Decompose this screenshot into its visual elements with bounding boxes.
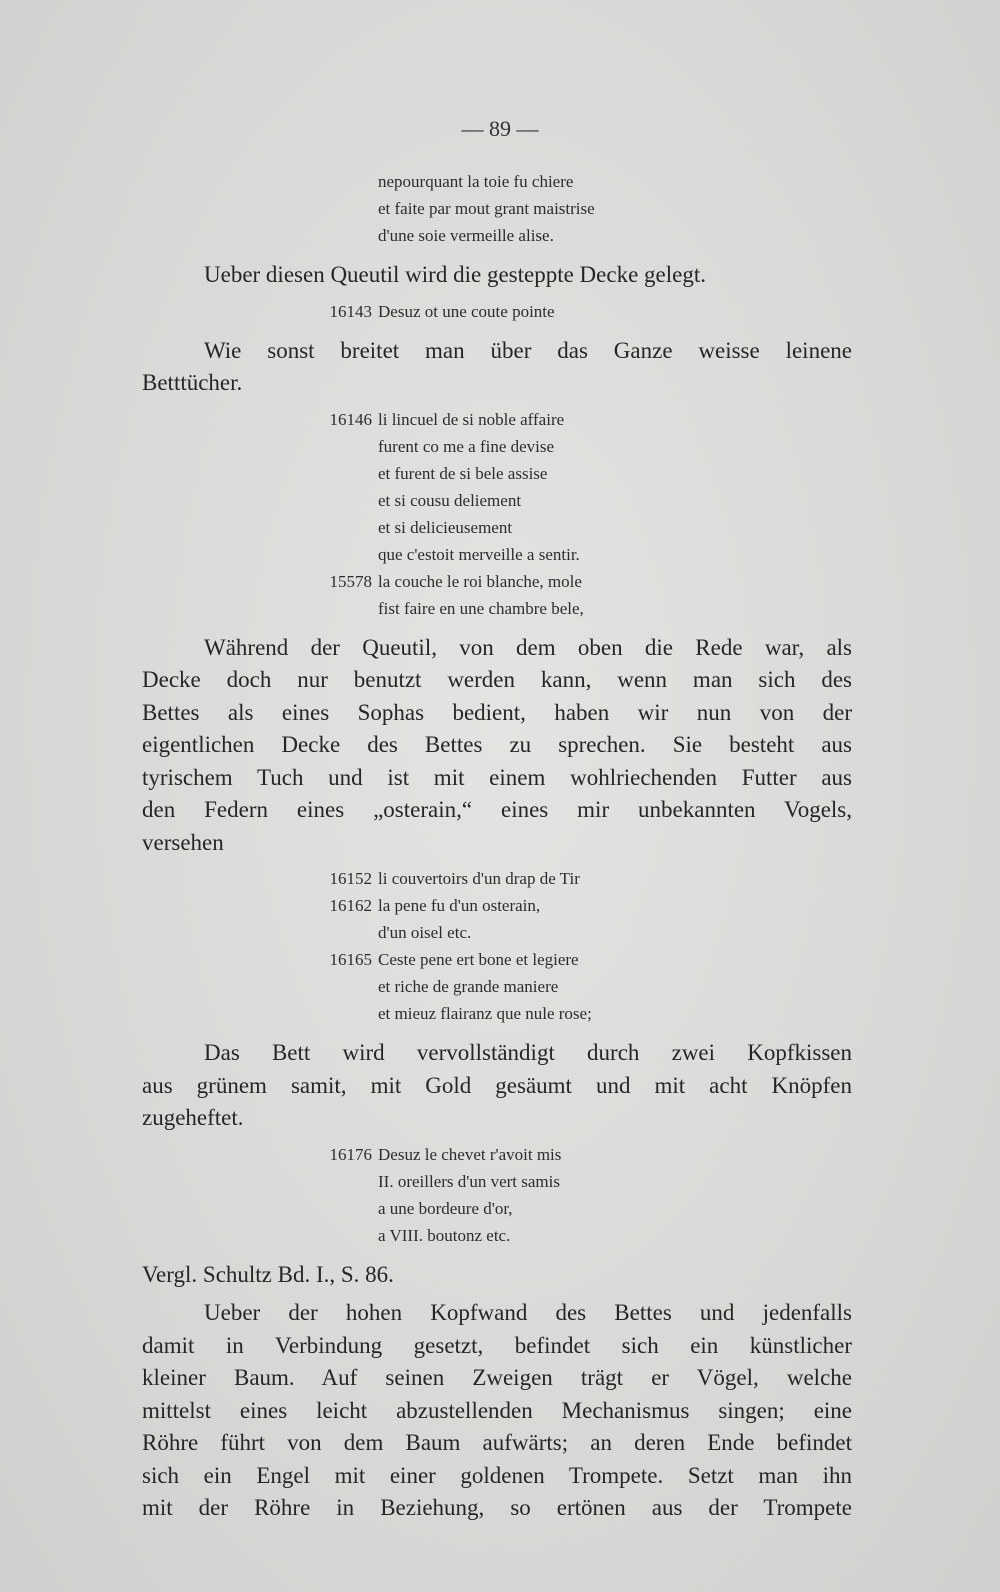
block-spacer xyxy=(142,249,852,259)
verse-line-number xyxy=(142,973,378,1000)
verse-line xyxy=(142,946,852,973)
verse-line xyxy=(142,406,852,433)
paragraph-line: zugeheftet. xyxy=(142,1105,244,1130)
verse-line xyxy=(142,568,852,595)
page-text-body xyxy=(142,168,852,1531)
paragraph-line: Ueber diesen Queutil wird die gesteppte Decke gelegt. xyxy=(204,262,706,287)
verse-line-number xyxy=(142,195,378,222)
verse-line xyxy=(142,195,852,222)
verse-quotation xyxy=(142,298,852,325)
page-number: — 89 — xyxy=(461,116,539,141)
paragraph xyxy=(142,335,852,400)
paragraph xyxy=(142,1297,852,1525)
verse-line-text: d'une soie vermeille alise. xyxy=(378,226,554,245)
paragraph xyxy=(142,259,852,292)
verse-line xyxy=(142,973,852,1000)
paragraph-line: Betttücher. xyxy=(142,370,243,395)
verse-line-text: a VIII. boutonz etc. xyxy=(378,1225,511,1245)
verse-line xyxy=(142,892,852,919)
verse-line-number: 16162 xyxy=(329,896,372,915)
block-spacer xyxy=(142,1249,852,1259)
verse-line xyxy=(142,1141,852,1168)
verse-line-number xyxy=(142,1222,378,1249)
paragraph-line: kleiner Baum. Auf seinen Zweigen trägt er Vögel, welche xyxy=(142,1365,852,1390)
verse-line-number xyxy=(142,222,378,249)
verse-line-number: 16152 xyxy=(329,869,372,888)
verse-line-text: Desuz ot une coute pointe xyxy=(378,301,555,321)
paragraph xyxy=(142,632,852,860)
paragraph-line: versehen xyxy=(142,829,224,855)
paragraph-line: Bettes als eines Sophas bedient, haben wir nun von der xyxy=(142,699,852,725)
paragraph-line: den Federn eines „osterain,“ eines mir unbekannten Vogels, xyxy=(142,797,852,822)
paragraph-line: mittelst eines leicht abzustellenden Mechanismus singen; eine xyxy=(142,1397,852,1423)
block-spacer xyxy=(142,622,852,632)
paragraph-line: Wie sonst breitet man über das Ganze weisse leinene xyxy=(204,337,852,363)
verse-line-text: et riche de grande maniere xyxy=(378,977,559,996)
verse-line-text: fist faire en une chambre bele, xyxy=(378,598,584,618)
verse-line-number xyxy=(142,487,378,514)
verse-line-number: 16146 xyxy=(329,409,372,429)
paragraph-line: Decke doch nur benutzt werden kann, wenn man sich des xyxy=(142,667,852,692)
verse-line-text: d'un oisel etc. xyxy=(378,923,472,942)
verse-line xyxy=(142,595,852,622)
verse-line xyxy=(142,1195,852,1222)
verse-line-text: et faite par mout grant maistrise xyxy=(378,199,595,218)
verse-line xyxy=(142,1000,852,1027)
verse-line-text: et si delicieusement xyxy=(378,517,513,537)
paragraph-line: Das Bett wird vervollständigt durch zwei Kopfkissen xyxy=(204,1040,852,1065)
verse-line-text: et si cousu deliement xyxy=(378,490,522,510)
verse-line-text: et furent de si bele assise xyxy=(378,463,548,483)
verse-line-text: furent co me a fine devise xyxy=(378,436,555,456)
verse-quotation xyxy=(142,168,852,249)
verse-line-text: Ceste pene ert bone et legiere xyxy=(378,950,579,969)
paragraph-line: Ueber der hohen Kopfwand des Bettes und jedenfalls xyxy=(204,1300,852,1325)
block-spacer xyxy=(142,1525,852,1531)
verse-line-number xyxy=(142,168,378,195)
verse-line-number xyxy=(142,1000,378,1027)
verse-line-number xyxy=(142,919,378,946)
paragraph xyxy=(142,1037,852,1135)
verse-line xyxy=(142,433,852,460)
verse-quotation xyxy=(142,865,852,1027)
verse-line xyxy=(142,514,852,541)
verse-line-number: 16176 xyxy=(329,1144,372,1164)
verse-line-number xyxy=(142,1195,378,1222)
paragraph-line: aus grünem samit, mit Gold gesäumt und mit acht Knöpfen xyxy=(142,1072,852,1098)
verse-line-number xyxy=(142,1168,378,1195)
verse-line xyxy=(142,865,852,892)
paragraph-line: Vergl. Schultz Bd. I., S. 86. xyxy=(142,1261,394,1287)
verse-line xyxy=(142,298,852,325)
paragraph-line: damit in Verbindung gesetzt, befindet sich ein künstlicher xyxy=(142,1332,852,1358)
paragraph-line: Während der Queutil, von dem oben die Rede war, als xyxy=(204,634,852,660)
verse-line-number xyxy=(142,433,378,460)
paragraph-line: mit der Röhre in Beziehung, so ertönen aus der Trompete xyxy=(142,1495,852,1520)
verse-line xyxy=(142,460,852,487)
verse-line-text: li lincuel de si noble affaire xyxy=(378,409,565,429)
verse-line-number xyxy=(142,541,378,568)
verse-line xyxy=(142,919,852,946)
verse-line-number xyxy=(142,460,378,487)
paragraph xyxy=(142,1259,852,1292)
block-spacer xyxy=(142,325,852,335)
verse-line xyxy=(142,1222,852,1249)
verse-quotation xyxy=(142,406,852,622)
verse-line-text: la couche le roi blanche, mole xyxy=(378,571,582,591)
verse-line-number: 16165 xyxy=(329,950,372,969)
verse-line-text: Desuz le chevet r'avoit mis xyxy=(378,1144,562,1164)
verse-line-text: II. oreillers d'un vert samis xyxy=(378,1171,560,1191)
paragraph-line: Röhre führt von dem Baum aufwärts; an deren Ende befindet xyxy=(142,1430,852,1455)
verse-line xyxy=(142,487,852,514)
verse-line-text: a une bordeure d'or, xyxy=(378,1198,513,1218)
verse-line-number: 16143 xyxy=(329,301,372,321)
verse-line-text: nepourquant la toie fu chiere xyxy=(378,172,574,191)
verse-line-text: et mieuz flairanz que nule rose; xyxy=(378,1004,592,1023)
verse-line xyxy=(142,168,852,195)
verse-line xyxy=(142,222,852,249)
verse-line xyxy=(142,1168,852,1195)
verse-line-number: 15578 xyxy=(329,571,372,591)
verse-line xyxy=(142,541,852,568)
paragraph-line: sich ein Engel mit einer goldenen Trompete. Setzt man ihn xyxy=(142,1462,852,1488)
verse-line-text: la pene fu d'un osterain, xyxy=(378,896,541,915)
verse-quotation xyxy=(142,1141,852,1249)
verse-line-text: li couvertoirs d'un drap de Tir xyxy=(378,869,580,888)
block-spacer xyxy=(142,1027,852,1037)
verse-line-number xyxy=(142,595,378,622)
verse-line-number xyxy=(142,514,378,541)
paragraph-line: tyrischem Tuch und ist mit einem wohlriechenden Futter aus xyxy=(142,764,852,790)
paragraph-line: eigentlichen Decke des Bettes zu sprechen. Sie besteht aus xyxy=(142,732,852,757)
verse-line-text: que c'estoit merveille a sentir. xyxy=(378,544,580,564)
